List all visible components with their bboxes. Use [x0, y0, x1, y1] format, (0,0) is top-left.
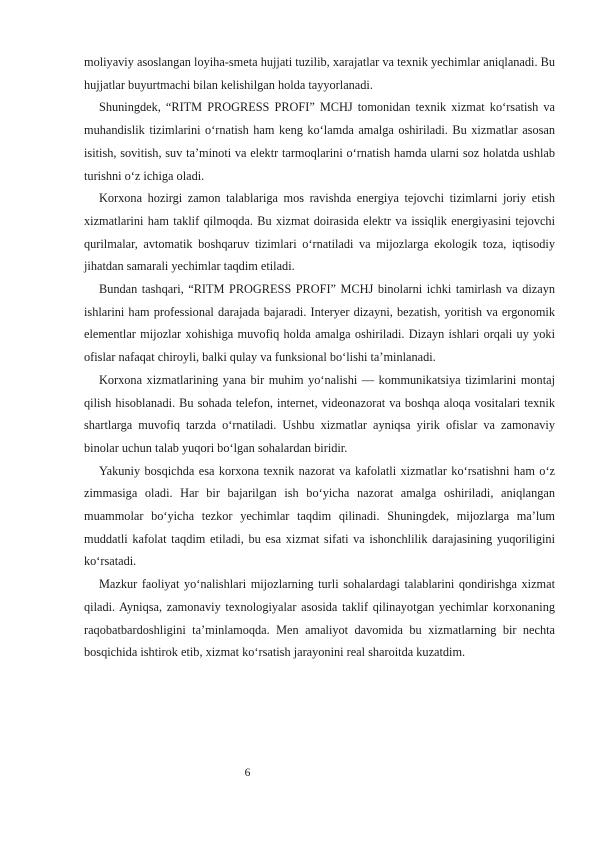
page-number: 6 — [244, 767, 251, 779]
paragraph-dizayn: Bundan tashqari, “RITM PROGRESS PROFI” MCHJ binolarni ichki tamirlash va dizayn ishlarini ham professional darajada bajaradi. Interyer dizayni, bezatish, yoritish va ergonomik elementlar mijozlar xohishiga muvofiq holda amalga oshiriladi. Dizayn ishlari orqali uy yoki ofislar nafaqat chiroyli, balki qulay va funksional bo‘lishi ta’minlanadi. — [84, 282, 555, 365]
paragraph-energiya-tejovchi: Korxona hozirgi zamon talablariga mos ravishda energiya tejovchi tizimlarni joriy etish xizmatlarini ham taklif qilmoqda. Bu xizmat doirasida elektr va issiqlik energiyasini tejovchi qurilmalar, avtomatik boshqaruv tizimlari o‘rnatiladi va mijozlarga ekologik toza, iqtisodiy jihatdan samarali yechimlar taqdim etiladi. — [84, 191, 555, 274]
paragraph-kommunikatsiya: Korxona xizmatlarining yana bir muhim yo‘nalishi — kommunikatsiya tizimlarini montaj qilish hisoblanadi. Bu sohada telefon, internet, videonazorat va boshqa aloqa vositalari texnik shartlarga muvofiq tarzda o‘rnatiladi. Ushbu xizmatlar ayniqsa yirik ofislar va zamonaviy binolar uchun talab yuqori bo‘lgan sohalardan biridir. — [84, 372, 555, 455]
paragraph-continuation: moliyaviy asoslangan loyiha-smeta hujjati tuzilib, xarajatlar va texnik yechimlar aniqlanadi. Bu hujjatlar buyurtmachi bilan kelishilgan holda tayyorlanadi. — [84, 55, 555, 92]
document-body — [84, 51, 555, 664]
paragraph-nazorat-kafolat: Yakuniy bosqichda esa korxona texnik nazorat va kafolatli xizmatlar ko‘rsatishni ham o‘z zimmasiga oladi. Har bir bajarilgan ish bo‘yicha nazorat amalga oshiriladi, aniqlangan muammolar bo‘yicha tezkor yechimlar taqdim qilinadi. Shuningdek, mijozlarga ma’lum muddatli kafolat taqdim etiladi, bu esa xizmat sifati va ishonchlilik darajasining yuqoriligini ko‘rsatadi. — [84, 463, 555, 569]
paragraph-xulosa: Mazkur faoliyat yo‘nalishlari mijozlarning turli sohalardagi talablarini qondirishga xizmat qiladi. Ayniqsa, zamonaviy texnologiyalar asosida taklif qilinayotgan yechimlar korxonaning raqobatbardoshligini ta’minlamoqda. Men amaliyot davomida bu xizmatlarning bir nechta bosqichida ishtirok etib, xizmat ko‘rsatish jarayonini real sharoitda kuzatdim. — [84, 577, 555, 660]
paragraph-texnik-xizmat: Shuningdek, “RITM PROGRESS PROFI” MCHJ tomonidan texnik xizmat ko‘rsatish va muhandislik tizimlarini o‘rnatish ham keng ko‘lamda amalga oshiriladi. Bu xizmatlar asosan isitish, sovitish, suv ta’minoti va elektr tarmoqlarini o‘rnatish hamda ularni soz holatda ushlab turishni o‘z ichiga oladi. — [84, 100, 555, 183]
